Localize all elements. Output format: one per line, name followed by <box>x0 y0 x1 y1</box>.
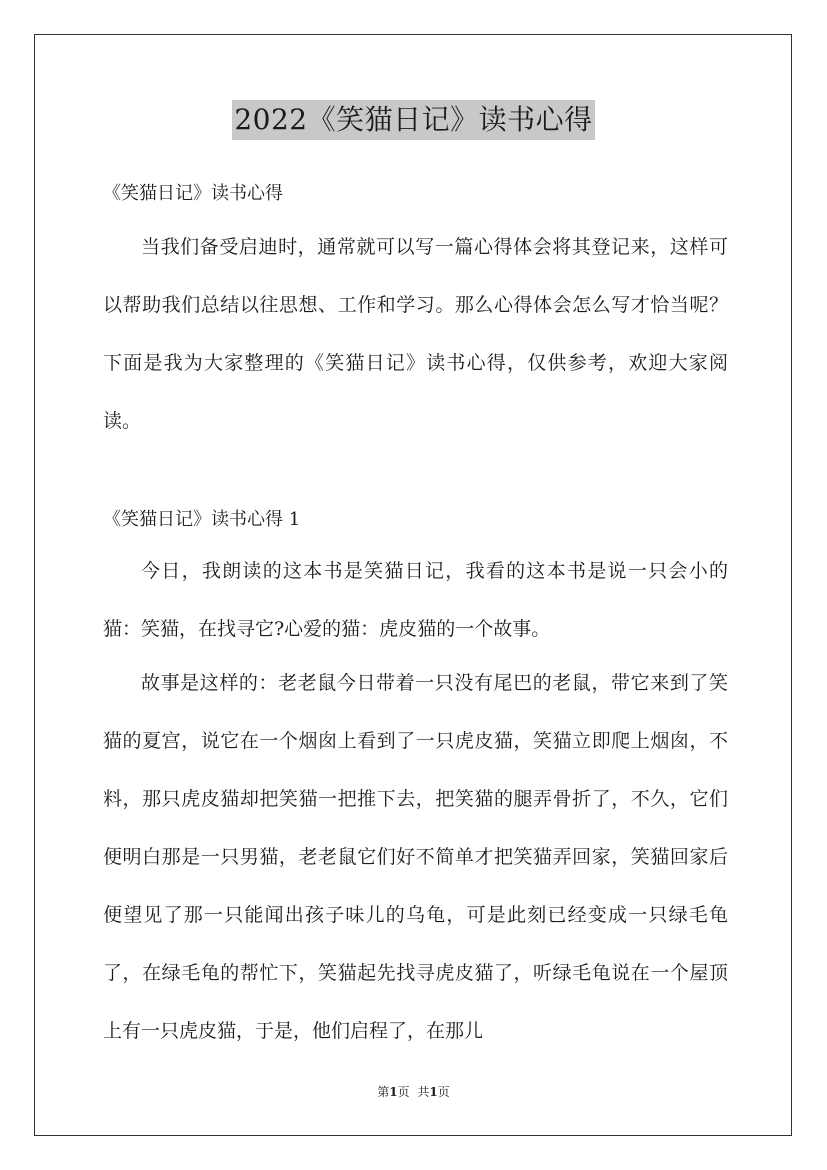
page-label-prefix: 第 <box>377 1085 390 1099</box>
page-footer <box>0 1084 827 1100</box>
section-heading-1: 《笑猫日记》读书心得 <box>103 183 283 204</box>
total-label-suffix: 页 <box>437 1085 450 1099</box>
total-label-prefix: 共 <box>417 1085 430 1099</box>
document-title: 2022《笑猫日记》读书心得 <box>232 100 594 140</box>
title-container <box>0 100 827 140</box>
intro-text: 当我们备受启迪时，通常就可以写一篇心得体会将其登记来，这样可以帮助我们总结以往思想、工作和学习。那么心得体会怎么写才恰当呢？下面是我为大家整理的《笑猫日记》读书心得，仅供参考，欢迎大家阅读。 <box>103 236 728 432</box>
page-number: 1 <box>389 1085 398 1099</box>
body-paragraph-1 <box>103 542 728 658</box>
paragraph-1-text: 今日，我朗读的这本书是笑猫日记，我看的这本书是说一只会小的猫：笑猫，在找寻它?心爱的猫：虎皮猫的一个故事。 <box>103 560 728 640</box>
body-paragraph-2 <box>103 654 728 1060</box>
intro-paragraph <box>103 218 728 450</box>
section-heading-2: 《笑猫日记》读书心得 1 <box>103 509 301 530</box>
total-pages: 1 <box>429 1085 438 1099</box>
paragraph-2-text: 故事是这样的：老老鼠今日带着一只没有尾巴的老鼠，带它来到了笑猫的夏宫，说它在一个烟囱上看到了一只虎皮猫，笑猫立即爬上烟囱，不料，那只虎皮猫却把笑猫一把推下去，把笑猫的腿弄骨折了，不久，它们便明白那是一只男猫，老老鼠它们好不简单才把笑猫弄回家，笑猫回家后便望见了那一只能闻出孩子味儿的乌龟，可是此刻已经变成一只绿毛龟了，在绿毛龟的帮忙下，笑猫起先找寻虎皮猫了，听绿毛龟说在一个屋顶上有一只虎皮猫，于是，他们启程了，在那儿 <box>103 672 728 1042</box>
page-label-suffix: 页 <box>397 1085 410 1099</box>
